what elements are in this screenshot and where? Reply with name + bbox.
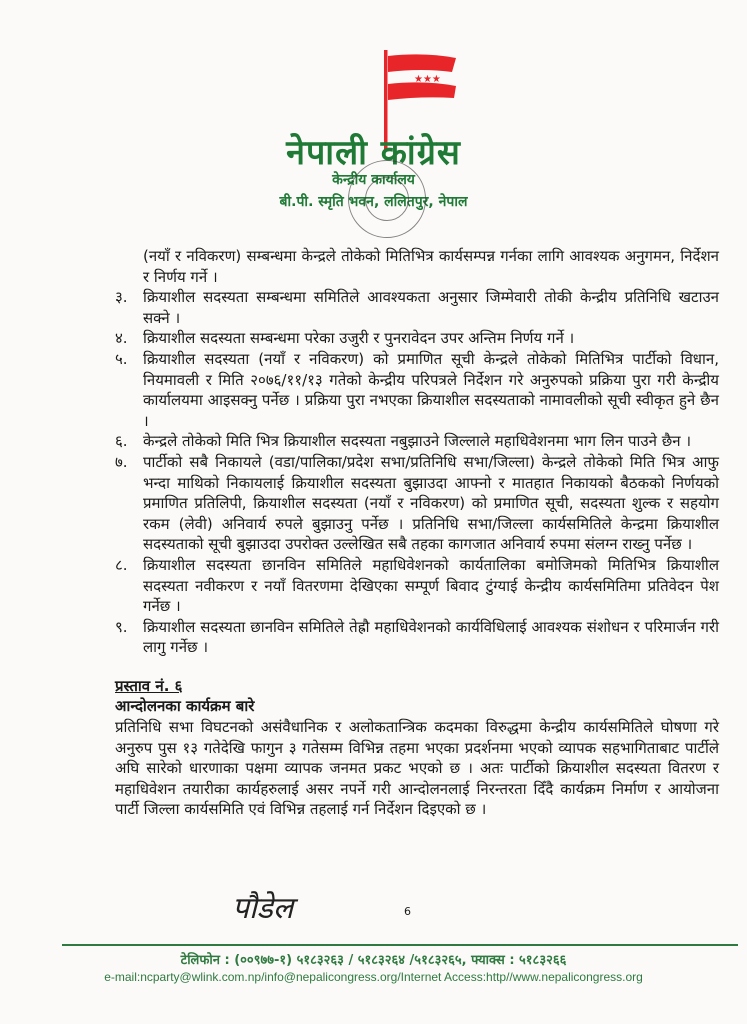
document-body bbox=[115, 246, 719, 820]
item-text: पार्टीको सबै निकायले (वडा/पालिका/प्रदेश सभा/प्रतिनिधि सभा/जिल्ला) केन्द्रले तोकेको मिति भित्र आफु भन्दा माथिको निकायलाई क्रियाशील सदस्यता बुझाउदा आफ्नो र मातहात निकायको बैठकको निर्णयको प्रमाणित प्रतिलिपी, क्रियाशील सदस्यता (नयाँ र नविकरण) को प्रमाणित सूची, सदस्यता शुल्क र सहयोग रकम (लेवी) अनिवार्य रुपले बुझाउनु पर्नेछ । प्रतिनिधि सभा/जिल्ला कार्यसमितिले केन्द्रमा क्रियाशील सदस्यताको सूची बुझाउदा उपरोक्त उल्लेखित सबै तहका कागजात अनिवार्य रुपमा संलग्न राख्नु पर्नेछ । bbox=[143, 452, 719, 554]
signature: पौडेल bbox=[232, 891, 294, 926]
item-number: ५. bbox=[115, 349, 128, 368]
office-name: केन्द्रीय कार्यालय bbox=[332, 172, 415, 188]
list-item bbox=[115, 452, 719, 555]
item-number: ३. bbox=[115, 288, 128, 307]
footer-phone: टेलिफोन : (००९७७-१) ५१८३२६३ / ५१८३२६४ /५१८३२६५, फ्याक्स : ५१८३२६६ bbox=[180, 953, 567, 968]
item-text: क्रियाशील सदस्यता छानविन समितिले महाधिवेशनको कार्यतालिका बमोजिमको मितिभित्र क्रियाशील सदस्यता नवीकरण र नयाँ वितरणमा देखिएका सम्पूर्ण बिवाद टुंग्याई केन्द्रीय कार्यसमितिमा प्रतिवेदन पेश गर्नेछ । bbox=[143, 555, 719, 616]
item-text: केन्द्रले तोकेको मिति भित्र क्रियाशील सदस्यता नबुझाउने जिल्लाले महाधिवेशनमा भाग लिन पाउने छैन । bbox=[143, 432, 692, 451]
item-text: क्रियाशील सदस्यता सम्बन्धमा समितिले आवश्यकता अनुसार जिम्मेवारी तोकी केन्द्रीय प्रतिनिधि खटाउन सक्ने । bbox=[143, 288, 719, 327]
footer-contact: e-mail:ncparty@wlink.com.np/info@nepalicongress.org/Internet Access:http//www.nepalicongress.org bbox=[104, 970, 643, 984]
item-text: क्रियाशील सदस्यता छानविन समितिले तेह्रौ महाधिवेशनको कार्यविधिलाई आवश्यक संशोधन र परिमार्जन गरी लागु गर्नेछ । bbox=[143, 617, 719, 657]
list-item bbox=[115, 431, 719, 452]
svg-text:★★★: ★★★ bbox=[414, 74, 441, 85]
office-seal-stamp bbox=[348, 160, 426, 238]
footer-divider bbox=[62, 944, 738, 946]
proposal-number: प्रस्ताव नं. ६ bbox=[115, 676, 183, 695]
office-address: बी.पी. स्मृति भवन, ललितपुर, नेपाल bbox=[279, 194, 468, 210]
page-number: 6 bbox=[404, 905, 411, 918]
proposal-title: आन्दोलनका कार्यक्रम बारे bbox=[115, 697, 255, 716]
item-number: ४. bbox=[115, 329, 128, 348]
item-number: ६. bbox=[115, 432, 128, 451]
list-item bbox=[115, 328, 719, 349]
item-number: ७. bbox=[115, 452, 128, 471]
list-item bbox=[115, 349, 719, 431]
org-name: नेपाली कांग्रेस bbox=[286, 133, 461, 173]
list-item bbox=[115, 617, 719, 658]
item-number: ८. bbox=[115, 555, 128, 574]
item-text: क्रियाशील सदस्यता (नयाँ र नविकरण) को प्रमाणित सूची केन्द्रले तोकेको मितिभित्र पार्टीको विधान, नियमावली र मिति २०७६/११/१३ गतेको केन्द्रीय परिपत्रले निर्देशन गरे अनुरुपको प्रक्रिया पुरा गरी केन्द्रीय कार्यालयमा आइसक्नु पर्नेछ । प्रक्रिया पुरा नभएका क्रियाशील सदस्यताको नामावलीको सूची स्वीकृत हुने छैन । bbox=[143, 349, 719, 430]
item-number: ९. bbox=[115, 617, 128, 636]
item-text: क्रियाशील सदस्यता सम्बन्धमा परेका उजुरी र पुनरावेदन उपर अन्तिम निर्णय गर्ने । bbox=[143, 329, 575, 348]
continued-text: (नयाँ र नविकरण) सम्बन्धमा केन्द्रले तोकेको मितिभित्र कार्यसम्पन्न गर्नका लागि आवश्यक अनुगमन, निर्देशन र निर्णय गर्ने । bbox=[143, 247, 719, 286]
proposal-text: प्रतिनिधि सभा विघटनको असंवैधानिक र अलोकतान्त्रिक कदमका विरुद्धमा केन्द्रीय कार्यसमितिले घोषणा गरे अनुरुप पुस १३ गतेदेखि फागुन ३ गतेसम्म विभिन्न तहमा भएका प्रदर्शनमा भएको व्यापक सहभागिताबाट पार्टीले अघि सारेको धारणाका पक्षमा व्यापक जनमत प्रकट भएको छ । अतः पार्टीको क्रियाशील सदस्यता वितरण र महाधिवेशन तयारीका कार्यहरुलाई असर नपर्ने गरी आन्दोलनलाई निरन्तरता दिँदै कार्यक्रम निर्माण र आयोजना पार्टी जिल्ला कार्यसमिति एवं विभिन्न तहलाई गर्न निर्देशन दिइएको छ । bbox=[115, 718, 719, 819]
list-item bbox=[115, 287, 719, 328]
list-item bbox=[115, 555, 719, 617]
